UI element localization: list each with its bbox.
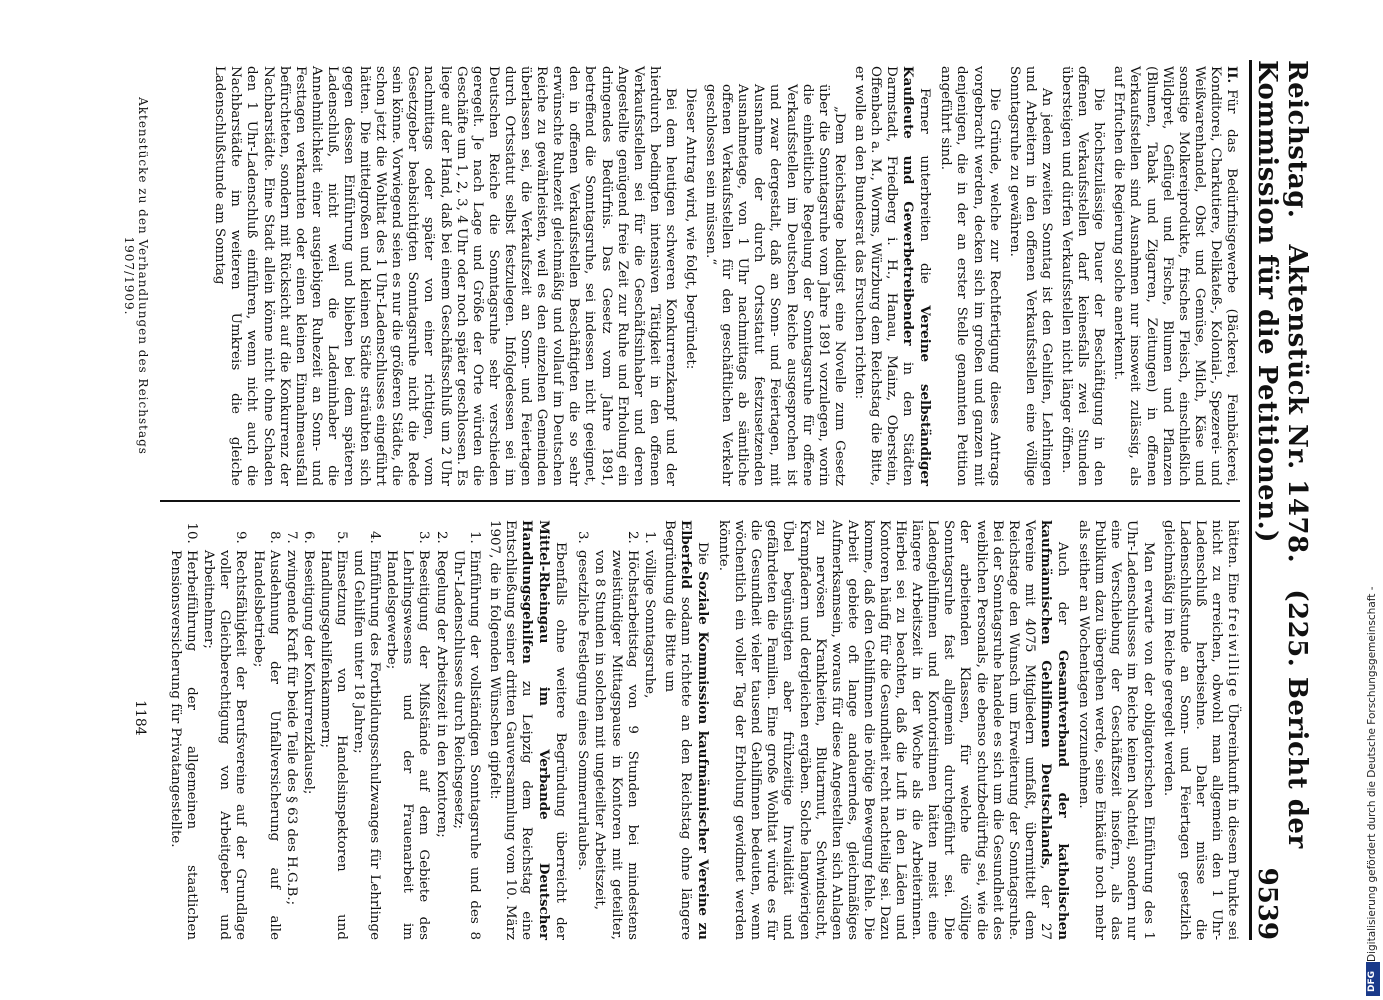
left-paragraph-5c: in den Städten Darmstadt, Friedberg i. H., Hanau, Mainz, Oberstein, Offenbach a. M., Worms, Würzburg dem Reichstag die Bitte, er wolle an den Bundesrat das Ersuchen richten: bbox=[851, 66, 916, 486]
header-reichstag: Reichstag. bbox=[1282, 60, 1312, 219]
footer-page-number: 1184 bbox=[132, 700, 148, 736]
petition-quote: „Dem Reichstage baldigst eine Novelle zum Gesetz über die Sonntagsruhe vom Jahre 1891 vorzulegen, worin die einheitliche Regelung der Sonntagsruhe für offene Verkaufsstellen im Deutschen Reiche ausgesprochen ist und zwar dergestalt, daß an Sonn- und Feiertagen, mit Ausnahme der durch Ortsstatut festzusetzenden Ausnahmetage, von 1 Uhr nachmittags ab sämtliche offenen Verkaufsstellen für den geschäftlichen Verkehr geschlossen sein müssen.“ bbox=[703, 84, 847, 486]
right-paragraph-4 bbox=[661, 520, 711, 940]
left-paragraph-2: Die höchstzulässige Dauer der Beschäftigung in den offenen Verkaufsstellen darf keinesfalls zwei Stunden übersteigen und dürfen Verkaufsstellen nicht länger öffnen. bbox=[1059, 66, 1107, 486]
document-page bbox=[10, 0, 1310, 1000]
list-item: 9. Rechtsfähigkeit der Berufsvereine auf der Grundlage voller Gleichberechtigung von Arbeitgeber und Arbeitnehmer; bbox=[200, 548, 248, 940]
list-item: 3. Beseitigung der Mißstände auf dem Gebiete des Lehrlingswesens und der Frauenarbeit im Handelsgewerbe; bbox=[383, 548, 431, 940]
right-paragraph-5c: zu Leipzig dem Reichstag eine Entschließung seiner dritten Gauversammlung vom 10. März 1907, die in folgenden Wünschen gipfelt: bbox=[486, 520, 535, 940]
left-paragraph-5 bbox=[851, 66, 933, 486]
left-paragraph-1-text: Für das Bedürfnisgewerbe (Bäckerei, Feinbäckerei, Konditorei, Charkutiere, Delikateß-, Kolonial-, Spezerei- und Weißwarenhandel, Obst und Gemüse, Milch, Käse und sonstige Molkereiprodukte, frisches Fleisch, einschließlich Wildpret, Geflügel und Fische, Blumen und Pflanzen (Blumen, Tabak und Zigarren, Zeitungen) in offenen Verkaufsstellen sind Ausnahmen nur insoweit zulässig, als auf Erfuchen die Regierung solche anerkennt. bbox=[1111, 66, 1239, 486]
left-paragraph-1 bbox=[1110, 66, 1240, 486]
left-paragraph-4: Die Gründe, welche zur Rechtfertigung dieses Antrags vorgebracht werden, decken sich im großen und ganzen mit denjenigen, die in der an erster Stelle genannten Petition angeführt sind. bbox=[938, 66, 1002, 486]
right-paragraph-1a: hätten. Eine bbox=[1225, 520, 1240, 608]
left-paragraph-5a: Ferner unterbreiten die bbox=[917, 88, 933, 306]
list-item: 6. Beseitigung der Konkurrenzklausel; bbox=[300, 548, 316, 940]
left-column bbox=[207, 66, 1240, 486]
list-item: 10. Herbeiführung der allgemeinen staatlichen Pensionsversicherung für Privatangestellte. bbox=[167, 548, 199, 940]
right-paragraph-3a: Auch der bbox=[1055, 542, 1071, 650]
list-item: 2. Höchstarbeitstag von 9 Stunden bei mindestens zweistündiger Mittagspause in Kontoren mit geteilter, von 8 Stunden in solchen mit ungeteilter Arbeitszeit, bbox=[591, 548, 639, 940]
right-paragraph-4a: Die bbox=[695, 542, 710, 572]
list-item: 2. Regelung der Arbeitszeit in den Kontoren; bbox=[433, 548, 449, 940]
right-paragraph-2: Man erwarte von der obligatorischen Einführung des 1 Uhr-Ladenschlusses im Reiche keinen Nachteil, sondern nur eine Verschiebung der Geschäftszeit insofern, als das Publikum dazu übergehen werde, seine Einkäufe noch mehr als seither an Wochentagen vorzunehmen. bbox=[1076, 520, 1156, 940]
petitioner-name: Vereine selbständiger Kaufleute und Gewerbetreibender bbox=[900, 66, 934, 486]
petitioner-gesamtverband: Gesamtverband der katholischen kaufmännischen Gehilfinnen Deutschlands bbox=[1037, 520, 1072, 940]
item-marker: II. bbox=[1224, 66, 1240, 84]
emphasis-freiwillige: freiwillige bbox=[1225, 607, 1240, 699]
list-item: 3. gesetzliche Festlegung eines Sommerurlaubes. bbox=[574, 548, 590, 940]
right-paragraph-5a: Ebenfalls ohne weitere Begründung überreicht der bbox=[553, 542, 569, 940]
header-aktenstueck: Aktenstück Nr. 1478. bbox=[1282, 244, 1312, 564]
digitization-credit bbox=[1366, 586, 1380, 1000]
right-paragraph-1c: Übereinkunft in diesem Punkte sei nicht zu erreichen, obwohl man allgemein den 1 Uhr-Ladenschluß herbeisehne. Daher müsse die Ladenschlußstunde an Sonn- und Feiertagen gesetzlich gleichmäßig im Reiche geregelt werden. bbox=[1160, 520, 1240, 941]
demands-list-2 bbox=[167, 520, 482, 940]
right-paragraph-4c: sodann richtete an den Reichstag ohne längere Begründung die Bitte um bbox=[661, 520, 693, 940]
dfg-logo-icon bbox=[1366, 962, 1380, 996]
left-paragraph-7: Bei dem heutigen schweren Konkurrenzkampf und der hierdurch bedingten intensiven Tätigkeit in den offenen Verkaufsstellen sei für die Geschäftsinhaber und deren Angestellte genügend freie Zeit zur Ruhe und Erholung ein dringendes Bedürfnis. Das Gesetz vom Jahre 1891, betreffend die Sonntagsruhe, sei indessen nicht geeignet, den in offenen Verkaufsstellen Beschäftigten die so sehr erwünschte Ruhezeit gleichmäßig und vollauf im Deutschen Reiche zu gewährleisten, weil es den einzelnen Gemeinden überlassen sei, die Verkaufszeit an Sonn- und Feiertagen durch Ortsstatut selbst festzulegen. Infolgedessen sei im Deutschen Reiche die Sonntagsruhe sehr verschieden geregelt. Je nach Lage und Größe der Orte würden die Geschäfte um 1, 2, 3, 4 Uhr oder noch später geschlossen. Es liege auf der Hand, daß bei einem Geschäftsschluß um 2 Uhr nachmittags oder später von einer richtigen, vom Gesetzgeber beabsichtigten Sonntagsruhe nicht die Rede sein könne. Vorwiegend seien es nur die größeren Städte, die schon jetzt die Wohltat des 1 Uhr-Ladenschlusses eingeführt hätten. Die mittelgroßen und kleinen Städte sträubten sich gegen dessen Einführung und blieben bei dem späteren Ladenschluß, nicht weil die Ladeninhaber die Annehmlichkeit einer ausgiebigen Ruhezeit an Sonn- und Festtagen verkannten oder einen kleinen Einnahmeausfall befürchteten, sondern mit Rücksicht auf die Konkurrenz der Nachbarstädte. Eine Stadt allein könne nicht ohne Schaden den 1 Uhr-Ladenschluß einführen, wenn nicht auch die Nachbarstädte im weiteren Umkreis die gleiche Ladenschlußstunde am Sonntag bbox=[212, 66, 678, 486]
list-item: 1. Einführung der vollständigen Sonntagsruhe und des 8 Uhr-Ladenschlusses durch Reichsgesetz; bbox=[450, 548, 482, 940]
column-divider bbox=[160, 500, 1240, 502]
header-title bbox=[1252, 60, 1312, 868]
digitization-credit-text: Digitalisierung gefördert durch die Deutsche Forschungsgemeinschaft - bbox=[1366, 586, 1378, 962]
list-item: 4. Einführung des Fortbildungsschulzwanges für Lehrlinge und Gehilfen unter 18 Jahren; bbox=[350, 548, 382, 940]
list-item: 7. zwingende Kraft für beide Teile des § 63 des H.G.B.; bbox=[283, 548, 299, 940]
right-paragraph-3c: , der 27 Vereine mit 4075 Mitgliedern umfaßt, übermittelt dem Reichstage den Wunsch um Erweiterung der Sonntagsruhe. Bei der Sonntagsruhe handele es sich um die Gesundheit des weiblichen Personals, die ebenso schutzbedürftig sei, wie die der arbeitenden Klassen, für welche die völlige Sonntagsruhe fast allgemein durchgeführt sei. Die Ladengehilfinnen und Kontoristinnen hätten meist eine längere Arbeitszeit in der Woche als die Arbeiterinnen. Hierbei sei zu beachten, daß die Luft in den Läden und Kontoren häufig für die Gesundheit recht nachteilig sei. Dazu komme, daß den Gehilfinnen die nötige Bewegung fehle. Die Arbeit gebiete oft lange andauerndes, gleichmäßiges Aufmerksamsein, woraus für diese Angestellten sich Anlagen zu nervösen Krankheiten, Blutarmut, Schwindsucht, Krampfadern und dergleichen ergäben. Solche langwierigen Übel begünstigten aber frühzeitige Invalidität und gefährdeten die Familien. Eine große Wohltat würde es für die Gesundheit vieler tausend Gehilfinnen bedeuten, wenn wöchentlich ein voller Tag der Erholung gewidmet werden könnte. bbox=[716, 520, 1053, 940]
right-column bbox=[161, 520, 1240, 940]
left-paragraph-6: Dieser Antrag wird, wie folgt, begründet: bbox=[683, 88, 698, 370]
list-item: 5. Einsetzung von Handelsinspektoren und Handlungsgehilfenkammern; bbox=[317, 548, 349, 940]
petitioner-mittel-rheingau: Mittel-Rheingau im Verbande Deutscher Handlungsgehilfen bbox=[519, 520, 553, 940]
right-paragraph-1 bbox=[1160, 520, 1240, 940]
demands-list-1 bbox=[574, 520, 656, 940]
header-page-number: 9539 bbox=[1252, 867, 1282, 940]
left-paragraph-3: An jedem zweiten Sonntag ist den Gehilfen, Lehrlingen und Arbeitern in den offenen Verkaufsstellen eine völlige Sonntagsruhe zu gewähren. bbox=[1006, 66, 1054, 486]
list-item: 8. Ausdehnung der Unfallversicherung auf alle Handelsbetriebe; bbox=[249, 548, 281, 940]
right-paragraph-3 bbox=[715, 520, 1071, 940]
header-report-title: (225. Bericht der Kommission für die Petitionen.) bbox=[1252, 60, 1312, 849]
petitioner-soziale-kommission: Soziale Kommission kaufmännischer Vereine zu Elberfeld bbox=[677, 520, 711, 940]
page-header bbox=[1249, 60, 1312, 940]
right-paragraph-5 bbox=[486, 520, 568, 940]
dfg-logo-text: DFG bbox=[1367, 970, 1377, 992]
footer-source: Aktenstücke zu den Verhandlungen des Reichstags 1907/1909. bbox=[122, 97, 150, 455]
list-item: 1. völlige Sonntagsruhe, bbox=[641, 548, 657, 940]
